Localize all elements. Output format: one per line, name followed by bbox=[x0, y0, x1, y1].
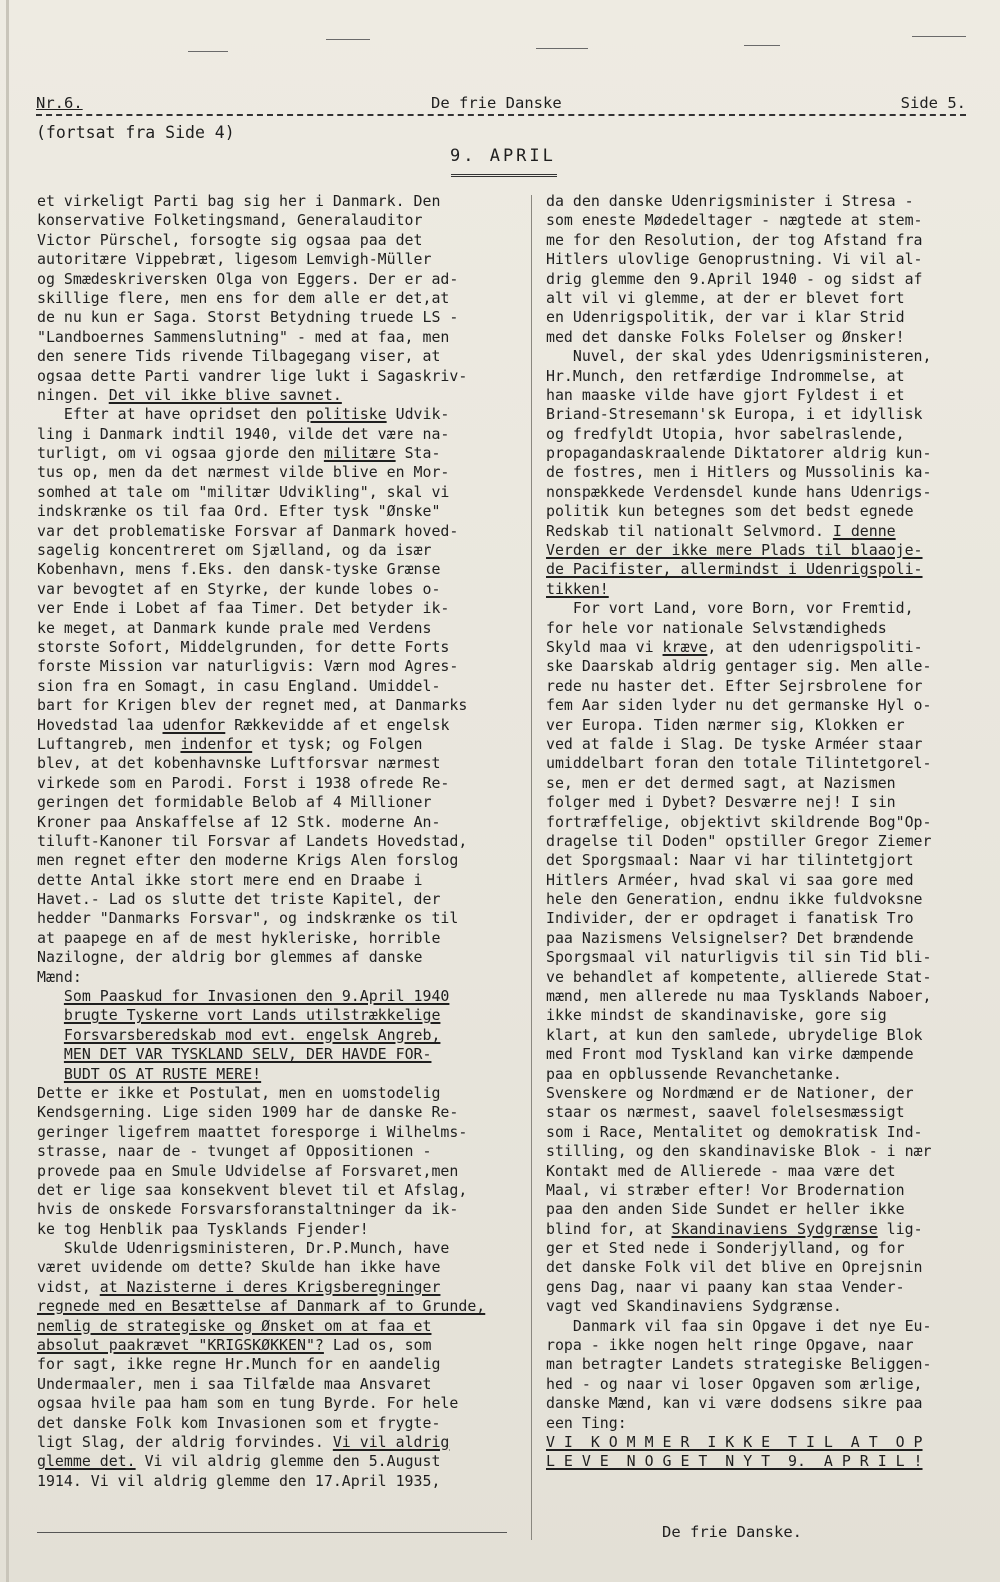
text-line: konservative Folketingsmand, Generalauditor bbox=[37, 211, 423, 230]
text-line: men regnet efter den moderne Krigs Alen forslog bbox=[37, 851, 459, 870]
text-line: 1914. Vi vil aldrig glemme den 17.April 1935, bbox=[37, 1471, 441, 1490]
text-line: Skulde Udenrigsministeren, Dr.P.Munch, have bbox=[37, 1239, 450, 1258]
text-line: hed - og naar vi loser Opgaven som ærlige, bbox=[546, 1374, 923, 1393]
text-line: ropa - ikke nogen helt ringe Opgave, naar bbox=[546, 1336, 914, 1355]
text-line: hedder "Danmarks Forsvar", og indskrænke os til bbox=[37, 909, 459, 928]
text-line: ke tog Henblik paa Tysklands Fjender! bbox=[37, 1219, 369, 1238]
text-line: Kroner paa Anskaffelse af 12 Stk. moderne An- bbox=[37, 812, 441, 831]
text-line: me for den Resolution, der tog Afstand fra bbox=[546, 230, 923, 249]
text-line: ske Daarskab aldrig gentager sig. Men alle- bbox=[546, 657, 932, 676]
text-line: Nuvel, der skal ydes Udenrigsministeren, bbox=[546, 347, 932, 366]
text-line: Luftangreb, men indenfor et tysk; og Folgen bbox=[37, 734, 423, 753]
text-line: de fostres, men i Hitlers og Mussolinis ka- bbox=[546, 463, 932, 482]
text-line: en Udenrigspolitik, der var i klar Strid bbox=[546, 308, 905, 327]
text-line: vidst, at Nazisterne i deres Krigsberegninger bbox=[37, 1277, 441, 1296]
text-line: været uvidende om dette? Skulde han ikke have bbox=[37, 1258, 441, 1277]
scan-mark bbox=[744, 45, 780, 46]
text-line: L E V E N O G E T N Y T 9. A P R I L ! bbox=[546, 1452, 923, 1471]
text-line: det danske Folk kom Invasionen som et frygte- bbox=[37, 1413, 441, 1432]
text-line: Redskab til nationalt Selvmord. I denne bbox=[546, 521, 896, 540]
text-line: politik kun betegnes som det bedst egnede bbox=[546, 502, 914, 521]
text-line: V I K O M M E R I K K E T I L A T O P bbox=[546, 1433, 923, 1451]
text-line: somhed at tale om "militær Udvikling", skal vi bbox=[37, 482, 450, 501]
text-line: Sporgsmaal vil naturligvis til sin Tid bli- bbox=[546, 948, 932, 967]
text-line: virkede som en Parodi. Forst i 1938 ofrede Re- bbox=[37, 773, 450, 792]
text-line: Hitlers ulovlige Genoprustning. Vi vil al- bbox=[546, 250, 923, 269]
text-line: ger et Sted nede i Sonderjylland, og for bbox=[546, 1239, 905, 1258]
text-line: nemlig de strategiske og Ønsket om at faa et bbox=[37, 1316, 432, 1335]
text-line: hvis de onskede Forsvarsforanstaltninger da ik- bbox=[37, 1200, 459, 1219]
text-line: Som Paaskud for Invasionen den 9.April 1940 bbox=[63, 987, 450, 1006]
text-line: blind for, at Skandinaviens Sydgrænse lig- bbox=[546, 1219, 923, 1238]
scan-mark bbox=[912, 36, 966, 37]
text-line: Dette er ikke et Postulat, men en uomstodelig bbox=[37, 1083, 441, 1102]
scan-mark bbox=[326, 39, 370, 40]
text-line: Hr.Munch, den retfærdige Indrommelse, at bbox=[546, 366, 905, 385]
text-line: Hovedstad laa udenfor Rækkevidde af et engelsk bbox=[37, 715, 450, 734]
text-line: drig glemme den 9.April 1940 - og sidst af bbox=[546, 269, 923, 288]
text-line: Skyld maa vi kræve, at den udenrigspoliti- bbox=[546, 637, 923, 656]
text-line: var det problematiske Forsvar af Danmark hoved- bbox=[37, 521, 459, 540]
text-line: paa Nazismens Velsignelser? Det brændende bbox=[546, 928, 914, 947]
text-line: for hele vor nationale Selvstændigheds bbox=[546, 618, 887, 637]
text-line: een Ting: bbox=[546, 1413, 627, 1432]
text-line: nonspækkede Verdensdel kunde hans Udenrigs- bbox=[546, 482, 932, 501]
text-line: klart, at kun den samlede, ubrydelige Blok bbox=[546, 1025, 923, 1044]
text-line: den senere Tids rivende Tilbagegang viser, at bbox=[37, 347, 441, 366]
text-line: mænd, men allerede nu maa Tysklands Naboer, bbox=[546, 987, 932, 1006]
text-line: ligt Slag, der aldrig forvindes. Vi vil aldrig bbox=[37, 1433, 450, 1451]
text-line: rede nu haster det. Efter Sejrsbrolene for bbox=[546, 676, 923, 695]
text-line: fem Aar siden lyder nu det germanske Hyl o- bbox=[546, 696, 932, 715]
text-line: skillige flere, men ens for dem alle er det,at bbox=[37, 288, 450, 307]
text-line: med Front mod Tyskland kan virke dæmpende bbox=[546, 1045, 914, 1064]
text-line: og Smædeskriversken Olga von Eggers. Der er ad- bbox=[37, 269, 459, 288]
text-line: Maal, vi stræber efter! Vor Brodernation bbox=[546, 1180, 905, 1199]
text-line: det danske Folk vil det blive en Oprejsnin bbox=[546, 1258, 923, 1277]
text-line: stilling, og den skandinaviske Blok - i nær bbox=[546, 1142, 932, 1161]
text-line: Victor Pürschel, forsogte sig ogsaa paa det bbox=[37, 230, 423, 249]
text-line: Verden er der ikke mere Plads til blaaoje- bbox=[546, 541, 923, 560]
text-line: fortræffelige, objektivt skildrende Bog"Op- bbox=[546, 812, 932, 831]
signoff: De frie Danske. bbox=[662, 1523, 802, 1541]
text-line: med det danske Folks Folelser og Ønsker! bbox=[546, 327, 905, 346]
text-line: det er lige saa konsekvent blevet til et Afslag, bbox=[37, 1180, 468, 1199]
text-line: Nazilogne, der aldrig bor glemmes af danske bbox=[37, 948, 423, 967]
text-line: man betragter Landets strategiske Beliggen- bbox=[546, 1355, 932, 1374]
text-line: ogsaa dette Parti vandrer lige lukt i Sagaskriv- bbox=[37, 366, 468, 385]
text-line: tus op, men da det nærmest vilde blive en Mor- bbox=[37, 463, 450, 482]
issue-number: Nr.6. bbox=[36, 94, 83, 112]
text-line: ogsaa hvile paa ham som en tung Byrde. For hele bbox=[37, 1394, 459, 1413]
text-line: vagt ved Skandinaviens Sydgrænse. bbox=[546, 1297, 842, 1316]
title-underline bbox=[451, 174, 557, 177]
text-line: Svenskere og Nordmænd er de Nationer, der bbox=[546, 1083, 914, 1102]
text-line: som i Race, Mentalitet og demokratisk Ind- bbox=[546, 1122, 923, 1141]
text-line: turligt, om vi ogsaa gjorde den militære Sta- bbox=[37, 444, 441, 463]
text-line: storste Sofort, Middelgrunden, for dette Forts bbox=[37, 637, 450, 656]
text-line: ningen. Det vil ikke blive savnet. bbox=[37, 385, 342, 404]
text-line: autoritære Vippebræt, ligesom Lemvigh-Müller bbox=[37, 250, 432, 269]
text-line: sagelig koncentreret om Sjælland, og da især bbox=[37, 541, 432, 560]
text-line: ikke mindst de skandinaviske, gore sig bbox=[546, 1006, 887, 1025]
text-line: Individer, der er opdraget i fanatisk Tro bbox=[546, 909, 914, 928]
text-line: ke meget, at Danmark kunde prale med Verdens bbox=[37, 618, 432, 637]
scan-mark bbox=[188, 51, 228, 52]
text-line: ver Europa. Tiden nærmer sig, Klokken er bbox=[546, 715, 905, 734]
text-line: dette Antal ikke stort mere end en Draabe i bbox=[37, 870, 423, 889]
text-line: danske Mænd, kan vi være dodsens sikre paa bbox=[546, 1394, 923, 1413]
text-line: absolut paakrævet "KRIGSKØKKEN"? Lad os, som bbox=[37, 1336, 432, 1355]
text-line: tiluft-Kanoner til Forsvar af Landets Hovedstad, bbox=[37, 831, 468, 850]
text-line: hele den Generation, endnu ikke fuldvoksne bbox=[546, 890, 923, 909]
text-line: Danmark vil faa sin Opgave i det nye Eu- bbox=[546, 1316, 932, 1335]
text-line: de Pacifister, allermindst i Udenrigspoli- bbox=[546, 560, 923, 579]
text-line: forste Mission var naturligvis: Værn mod Agres- bbox=[37, 657, 459, 676]
text-line: glemme det. Vi vil aldrig glemme den 5.August bbox=[37, 1452, 441, 1471]
text-line: et virkeligt Parti bag sig her i Danmark. Den bbox=[37, 192, 441, 210]
text-line: Efter at have opridset den politiske Udvik- bbox=[37, 405, 450, 424]
text-line: ver Ende i Lobet af faa Timer. Det betyder ik- bbox=[37, 599, 450, 618]
continued-note: (fortsat fra Side 4) bbox=[36, 123, 235, 142]
page-number: Side 5. bbox=[900, 94, 966, 112]
text-line: Kendsgerning. Lige siden 1909 har de danske Re- bbox=[37, 1103, 459, 1122]
text-line: Kobenhavn, mens f.Eks. den dansk-tyske Grænse bbox=[37, 560, 441, 579]
text-line: ved at falde i Slag. De tyske Arméer staar bbox=[546, 734, 923, 753]
masthead-rule bbox=[36, 114, 966, 116]
text-line: geringer ligefrem maattet foresporge i Wilhelms- bbox=[37, 1122, 468, 1141]
text-line: det Sporgsmaal: Naar vi har tilintetgjort bbox=[546, 851, 914, 870]
text-line: Mænd: bbox=[37, 967, 82, 986]
text-line: regnede med en Besættelse af Danmark af to Grunde, bbox=[37, 1297, 486, 1316]
text-line: paa en opblussende Revanchetanke. bbox=[546, 1064, 842, 1083]
text-line: var bevogtet af en Styrke, der kunde lobes o- bbox=[37, 579, 441, 598]
text-line: alt vil vi glemme, at der er blevet fort bbox=[546, 288, 905, 307]
text-line: og fredfyldt Utopia, hvor sabelraslende, bbox=[546, 424, 905, 443]
text-line: for sagt, ikke regne Hr.Munch for en aandelig bbox=[37, 1355, 441, 1374]
text-line: ve behandlet af kompetente, allierede Stat- bbox=[546, 967, 932, 986]
paper-edge bbox=[6, 0, 9, 1582]
text-line: For vort Land, vore Born, vor Fremtid, bbox=[546, 599, 914, 618]
left-column-end-rule bbox=[37, 1532, 507, 1533]
column-divider bbox=[531, 195, 532, 1540]
article-title: 9. APRIL bbox=[450, 146, 556, 166]
text-line: bart for Krigen blev der regnet med, at Danmarks bbox=[37, 696, 468, 715]
text-line: gens Dag, naar vi paany kan staa Vender- bbox=[546, 1277, 905, 1296]
text-line: de nu kun er Saga. Storst Betydning truede LS - bbox=[37, 308, 459, 327]
text-line: geringen det formidable Belob af 4 Millioner bbox=[37, 793, 432, 812]
text-line: Havet.- Lad os slutte det triste Kapitel, der bbox=[37, 890, 441, 909]
text-line: folger med i Dybet? Desværre nej! I sin bbox=[546, 793, 896, 812]
newspaper-name: De frie Danske bbox=[431, 94, 562, 112]
text-line: brugte Tyskerne vort Lands utilstrækkelige bbox=[63, 1006, 441, 1025]
text-line: da den danske Udenrigsminister i Stresa - bbox=[546, 192, 914, 210]
text-line: umiddelbart foran den totale Tilintetgorel- bbox=[546, 754, 932, 773]
masthead bbox=[36, 94, 966, 116]
text-line: paa den anden Side Sundet er heller ikke bbox=[546, 1200, 905, 1219]
text-line: Hitlers Arméer, hvad skal vi saa gore med bbox=[546, 870, 914, 889]
text-line: sion fra en Somagt, in casu England. Umiddel- bbox=[37, 676, 441, 695]
text-line: at paapege en af de mest hykleriske, horrible bbox=[37, 928, 441, 947]
text-line: blev, at det kobenhavnske Luftforsvar nærmest bbox=[37, 754, 441, 773]
scan-mark bbox=[536, 48, 588, 49]
text-line: provede paa en Smule Udvidelse af Forsvaret,men bbox=[37, 1161, 459, 1180]
text-line: han maaske vilde have gjort Fyldest i et bbox=[546, 385, 905, 404]
text-line: MEN DET VAR TYSKLAND SELV, DER HAVDE FOR- bbox=[63, 1045, 432, 1064]
text-line: ling i Danmark indtil 1940, vilde det være na- bbox=[37, 424, 450, 443]
text-line: staar os nærmest, saavel folelsesmæssigt bbox=[546, 1103, 905, 1122]
left-column bbox=[37, 192, 522, 1491]
text-line: Kontakt med de Allierede - maa være det bbox=[546, 1161, 896, 1180]
text-line: propagandaskraalende Diktatorer aldrig kun- bbox=[546, 444, 932, 463]
text-line: Forsvarsberedskab mod evt. engelsk Angreb, bbox=[63, 1025, 441, 1044]
text-line: strasse, naar de - tvunget af Oppositionen - bbox=[37, 1142, 432, 1161]
text-line: BUDT OS AT RUSTE MERE! bbox=[63, 1064, 262, 1083]
right-column bbox=[546, 192, 986, 1472]
text-line: "Landboernes Sammenslutning" - med at faa, men bbox=[37, 327, 450, 346]
text-line: se, men er det dermed sagt, at Nazismen bbox=[546, 773, 896, 792]
text-line: som eneste Mødedeltager - nægtede at stem- bbox=[546, 211, 923, 230]
text-line: dragelse til Doden" opstiller Gregor Ziemer bbox=[546, 831, 932, 850]
text-line: Briand-Stresemann'sk Europa, i et idyllisk bbox=[546, 405, 923, 424]
text-line: indskrænke os til faa Ord. Efter tysk "Ønske" bbox=[37, 502, 441, 521]
text-line: tikken! bbox=[546, 579, 609, 598]
text-line: Undermaaler, men i saa Tilfælde maa Ansvaret bbox=[37, 1374, 432, 1393]
